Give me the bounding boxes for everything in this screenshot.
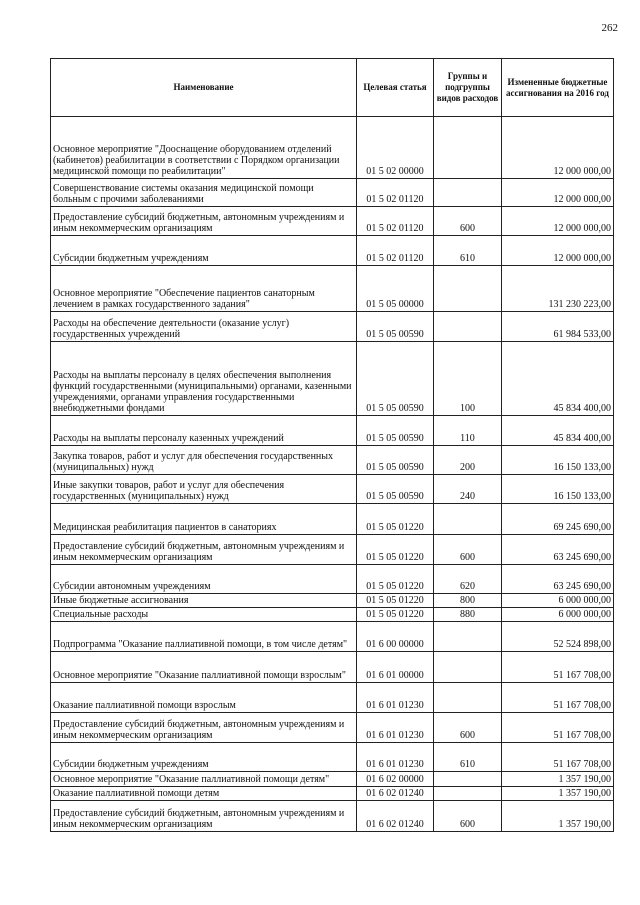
row-name: Расходы на обеспечение деятельности (оказание услуг) государственных учреждений [51,312,357,342]
budget-table [50,58,614,832]
table-row [51,446,614,475]
row-code: 01 6 01 01230 [357,713,434,743]
row-code: 01 6 02 00000 [357,772,434,787]
row-group [434,772,502,787]
row-amount: 131 230 223,00 [502,266,614,312]
row-group [434,117,502,179]
row-name: Медицинская реабилитация пациентов в санаториях [51,504,357,535]
row-code: 01 5 02 01120 [357,179,434,207]
row-group: 800 [434,594,502,608]
row-amount: 12 000 000,00 [502,117,614,179]
row-name: Субсидии бюджетным учреждениям [51,236,357,266]
row-amount: 51 167 708,00 [502,683,614,713]
row-name: Предоставление субсидий бюджетным, автономным учреждениям и иным некоммерческим организациям [51,801,357,832]
row-name: Расходы на выплаты персоналу казенных учреждений [51,416,357,446]
row-group: 880 [434,608,502,622]
row-name: Основное мероприятие "Оказание паллиативной помощи детям" [51,772,357,787]
table-row [51,594,614,608]
table-row [51,117,614,179]
row-group: 610 [434,236,502,266]
row-group: 600 [434,713,502,743]
table-row [51,683,614,713]
row-amount: 45 834 400,00 [502,416,614,446]
row-amount: 12 000 000,00 [502,236,614,266]
row-name: Основное мероприятие "Дооснащение оборудованием отделений (кабинетов) реабилитации в соответствии с Порядком организации медицинской помощи по реабилитации" [51,117,357,179]
header-amount: Измененные бюджетные ассигнования на 2016 год [502,59,614,117]
row-group: 200 [434,446,502,475]
row-name: Расходы на выплаты персоналу в целях обеспечения выполнения функций государственными (муниципальными) органами, казенными учреждениями, органами управления государственными внебюджетными фондами [51,342,357,416]
table-row [51,772,614,787]
row-amount: 1 357 190,00 [502,772,614,787]
row-code: 01 5 02 01120 [357,207,434,236]
row-code: 01 5 05 01220 [357,504,434,535]
row-name: Иные закупки товаров, работ и услуг для обеспечения государственных (муниципальных) нужд [51,475,357,504]
row-amount: 1 357 190,00 [502,787,614,801]
row-group [434,622,502,652]
row-group [434,652,502,683]
row-group: 600 [434,207,502,236]
row-amount: 51 167 708,00 [502,713,614,743]
table-row [51,535,614,565]
row-group [434,683,502,713]
row-amount: 63 245 690,00 [502,535,614,565]
row-code: 01 5 05 01220 [357,594,434,608]
row-code: 01 5 05 00590 [357,312,434,342]
row-group [434,787,502,801]
table-row [51,342,614,416]
row-code: 01 6 02 01240 [357,787,434,801]
row-name: Оказание паллиативной помощи взрослым [51,683,357,713]
row-amount: 61 984 533,00 [502,312,614,342]
table-row [51,608,614,622]
row-amount: 12 000 000,00 [502,207,614,236]
row-name: Специальные расходы [51,608,357,622]
row-group: 240 [434,475,502,504]
table-row [51,416,614,446]
row-code: 01 5 05 01220 [357,608,434,622]
row-name: Подпрограмма "Оказание паллиативной помощи, в том числе детям" [51,622,357,652]
table-row [51,475,614,504]
row-amount: 6 000 000,00 [502,594,614,608]
table-row [51,652,614,683]
table-row [51,743,614,772]
row-name: Оказание паллиативной помощи детям [51,787,357,801]
header-target: Целевая статья [357,59,434,117]
row-amount: 69 245 690,00 [502,504,614,535]
row-code: 01 5 05 00590 [357,416,434,446]
row-group: 110 [434,416,502,446]
row-group [434,266,502,312]
table-row [51,565,614,594]
row-name: Совершенствование системы оказания медицинской помощи больным с прочими заболеваниями [51,179,357,207]
row-code: 01 6 01 01230 [357,683,434,713]
row-name: Предоставление субсидий бюджетным, автономным учреждениям и иным некоммерческим организациям [51,535,357,565]
header-groups: Группы и подгруппы видов расходов [434,59,502,117]
table-row [51,713,614,743]
row-code: 01 5 05 01220 [357,535,434,565]
row-amount: 45 834 400,00 [502,342,614,416]
row-code: 01 5 05 00590 [357,342,434,416]
row-group: 100 [434,342,502,416]
table-row [51,622,614,652]
row-amount: 1 357 190,00 [502,801,614,832]
row-name: Иные бюджетные ассигнования [51,594,357,608]
row-name: Субсидии автономным учреждениям [51,565,357,594]
table-row [51,179,614,207]
row-code: 01 6 00 00000 [357,622,434,652]
row-amount: 6 000 000,00 [502,608,614,622]
table-header-row [51,59,614,117]
row-group [434,179,502,207]
table-row [51,504,614,535]
row-amount: 51 167 708,00 [502,743,614,772]
row-group: 620 [434,565,502,594]
row-group: 610 [434,743,502,772]
row-code: 01 5 05 00000 [357,266,434,312]
row-code: 01 5 02 00000 [357,117,434,179]
row-code: 01 5 05 00590 [357,446,434,475]
row-amount: 12 000 000,00 [502,179,614,207]
row-code: 01 5 05 01220 [357,565,434,594]
row-code: 01 6 01 00000 [357,652,434,683]
table-row [51,312,614,342]
table-row [51,801,614,832]
row-name: Закупка товаров, работ и услуг для обеспечения государственных (муниципальных) нужд [51,446,357,475]
row-amount: 52 524 898,00 [502,622,614,652]
header-name: Наименование [51,59,357,117]
row-group: 600 [434,801,502,832]
row-code: 01 5 02 01120 [357,236,434,266]
row-code: 01 5 05 00590 [357,475,434,504]
table-row [51,236,614,266]
row-group [434,312,502,342]
row-amount: 51 167 708,00 [502,652,614,683]
page-number: 262 [601,22,618,34]
row-code: 01 6 02 01240 [357,801,434,832]
row-amount: 16 150 133,00 [502,475,614,504]
table-row [51,207,614,236]
row-amount: 16 150 133,00 [502,446,614,475]
row-name: Субсидии бюджетным учреждениям [51,743,357,772]
row-name: Предоставление субсидий бюджетным, автономным учреждениям и иным некоммерческим организациям [51,207,357,236]
row-name: Основное мероприятие "Оказание паллиативной помощи взрослым" [51,652,357,683]
row-group: 600 [434,535,502,565]
table-row [51,787,614,801]
table-row [51,266,614,312]
row-name: Предоставление субсидий бюджетным, автономным учреждениям и иным некоммерческим организациям [51,713,357,743]
row-amount: 63 245 690,00 [502,565,614,594]
row-name: Основное мероприятие "Обеспечение пациентов санаторным лечением в рамках государственного задания" [51,266,357,312]
row-group [434,504,502,535]
row-code: 01 6 01 01230 [357,743,434,772]
